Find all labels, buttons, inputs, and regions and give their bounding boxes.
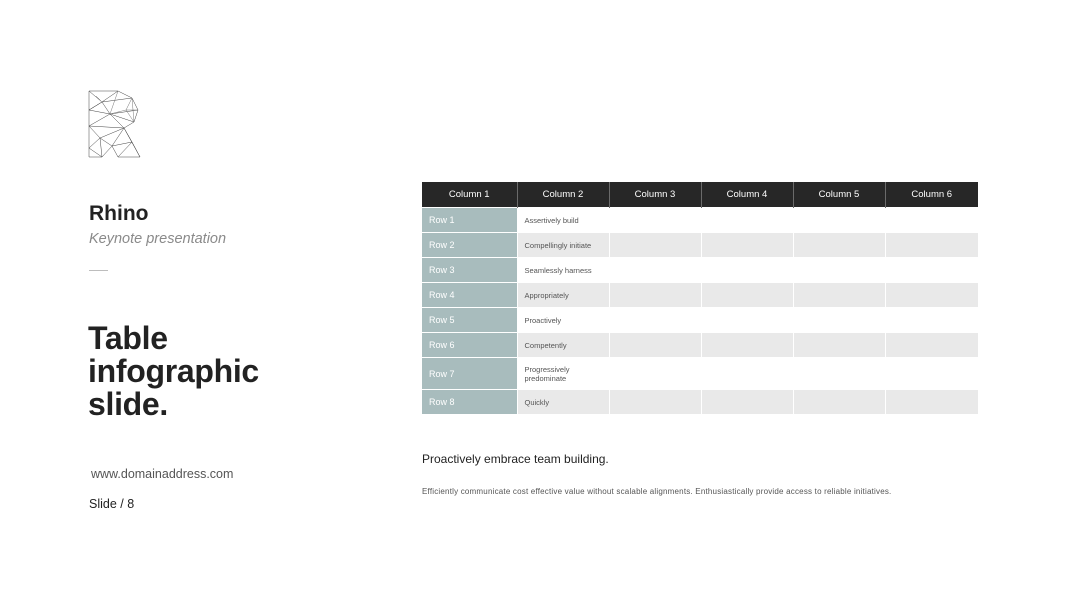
row-label: Row 1: [422, 208, 517, 233]
table-cell: [701, 333, 793, 358]
column-header: Column 2: [517, 182, 609, 208]
table-cell: [793, 283, 885, 308]
table-cell: Assertively build: [517, 208, 609, 233]
row-label: Row 5: [422, 308, 517, 333]
table-cell: [609, 308, 701, 333]
table-cell: [885, 258, 978, 283]
table-cell: Progressively predominate: [517, 358, 609, 390]
table-row: [422, 333, 978, 358]
table-cell: [793, 208, 885, 233]
table-cell: [793, 390, 885, 415]
table-header-row: [422, 182, 978, 208]
table-row: [422, 390, 978, 415]
rhino-logo-icon: [88, 90, 142, 158]
table-cell: [609, 258, 701, 283]
table-row: [422, 308, 978, 333]
title-line-3: slide.: [88, 386, 169, 422]
table-cell: [701, 208, 793, 233]
table-cell: [793, 333, 885, 358]
table-cell: [885, 208, 978, 233]
page-title: [88, 322, 328, 421]
table-cell: [609, 333, 701, 358]
table-cell: [609, 390, 701, 415]
column-header: Column 3: [609, 182, 701, 208]
table-cell: Quickly: [517, 390, 609, 415]
table-row: [422, 283, 978, 308]
table-cell: [609, 283, 701, 308]
row-label: Row 2: [422, 233, 517, 258]
table-cell: [793, 308, 885, 333]
row-label: Row 3: [422, 258, 517, 283]
column-header: Column 4: [701, 182, 793, 208]
table-cell: Competently: [517, 333, 609, 358]
brand-title: Rhino: [89, 202, 149, 225]
callout-text: Efficiently communicate cost effective value without scalable alignments. Enthusiastically provide access to reliable initiatives.: [422, 487, 892, 496]
table-cell: [793, 233, 885, 258]
table-cell: [701, 308, 793, 333]
table-cell: Compellingly initiate: [517, 233, 609, 258]
table-row: [422, 258, 978, 283]
divider: [89, 270, 108, 271]
table-cell: [885, 333, 978, 358]
title-line-1: Table: [88, 320, 168, 356]
row-label: Row 6: [422, 333, 517, 358]
table-cell: Proactively: [517, 308, 609, 333]
table-cell: [609, 233, 701, 258]
table-cell: [609, 208, 701, 233]
table-row: [422, 358, 978, 390]
table-cell: [701, 258, 793, 283]
table-row: [422, 208, 978, 233]
row-label: Row 7: [422, 358, 517, 390]
table-cell: [793, 358, 885, 390]
table-cell: [793, 258, 885, 283]
callout-title: Proactively embrace team building.: [422, 452, 609, 466]
table-cell: [885, 283, 978, 308]
table-cell: [885, 358, 978, 390]
column-header: Column 5: [793, 182, 885, 208]
table-cell: [885, 308, 978, 333]
table-cell: [701, 390, 793, 415]
table-cell: [609, 358, 701, 390]
table-cell: [701, 358, 793, 390]
website-link[interactable]: www.domainaddress.com: [91, 467, 234, 481]
table-cell: Appropriately: [517, 283, 609, 308]
data-table: [422, 182, 978, 414]
table-cell: [885, 233, 978, 258]
table-cell: [701, 283, 793, 308]
table-cell: [885, 390, 978, 415]
table-cell: [701, 233, 793, 258]
title-line-2: infographic: [88, 353, 259, 389]
brand-subtitle: Keynote presentation: [89, 231, 227, 247]
column-header: Column 1: [422, 182, 517, 208]
table-row: [422, 233, 978, 258]
table-cell: Seamlessly harness: [517, 258, 609, 283]
column-header: Column 6: [885, 182, 978, 208]
slide-number: Slide / 8: [89, 497, 135, 511]
row-label: Row 8: [422, 390, 517, 415]
row-label: Row 4: [422, 283, 517, 308]
